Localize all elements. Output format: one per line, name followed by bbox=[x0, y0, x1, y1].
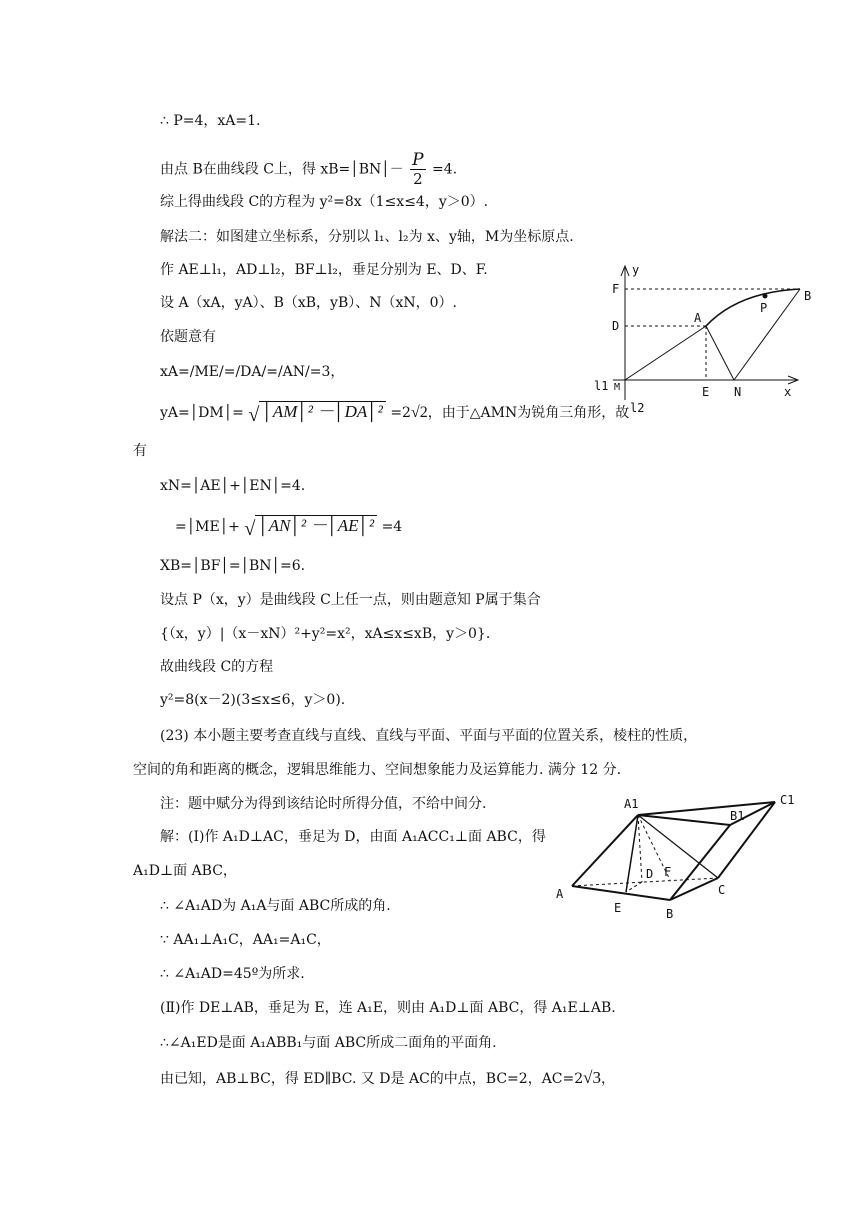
segment-A1D-hidden bbox=[638, 815, 642, 882]
line-2-result: =4. bbox=[432, 161, 458, 178]
label-y: y bbox=[632, 263, 640, 277]
fraction-denominator: 2 bbox=[413, 170, 423, 188]
line-27: ∴∠A₁ED是面 A₁ABB₁与面 ABC所成二面角的平面角. bbox=[160, 1035, 497, 1051]
label-P: P bbox=[760, 301, 768, 315]
line-5: 作 AE⊥l₁，AD⊥l₂，BF⊥l₂，垂足分别为 E、D、F. bbox=[160, 262, 488, 278]
label-B: B bbox=[804, 289, 812, 303]
label-F: F bbox=[612, 282, 620, 296]
curve-C bbox=[706, 289, 800, 326]
label-D: D bbox=[646, 867, 654, 881]
edge-AC-hidden bbox=[572, 878, 718, 886]
edge-C1C bbox=[718, 802, 775, 878]
label-F: F bbox=[664, 865, 672, 879]
label-A: A bbox=[694, 311, 702, 325]
label-B: B bbox=[666, 907, 674, 921]
line-4: 解法二：如图建立坐标系，分别以 l₁、l₂为 x、y轴，M为坐标原点. bbox=[160, 229, 574, 245]
line-20: 注：题中赋分为得到该结论时所得分值，不给中间分. bbox=[160, 796, 487, 812]
sqrt-two: √2 bbox=[410, 404, 428, 421]
fraction-numerator: P bbox=[412, 150, 424, 170]
label-A1: A1 bbox=[624, 797, 639, 811]
segment-DE-hidden bbox=[626, 882, 642, 892]
line-17: y²=8(x－2)(3≤x≤6，y＞0). bbox=[160, 692, 346, 708]
edge-AB bbox=[572, 886, 670, 900]
line-8: xA=/ME/=/DA/=/AN/=3， bbox=[160, 364, 345, 380]
line-12-text: =│ME│+ bbox=[175, 519, 240, 535]
line-24: ∵ AA₁⊥A₁C，AA₁=A₁C， bbox=[160, 932, 331, 948]
line-11: xN=│AE│+│EN│=4. bbox=[160, 478, 306, 494]
line-9-text: yA=│DM│= bbox=[160, 405, 244, 421]
line-28-text: 由已知，AB⊥BC，得 ED∥BC. 又 D是 AC的中点，BC=2，AC=2 bbox=[160, 1071, 584, 1087]
line-2-text: 由点 B在曲线段 C上，得 xB=│BN│－ bbox=[160, 161, 404, 178]
line-22: A₁D⊥面 ABC， bbox=[133, 863, 237, 879]
label-D: D bbox=[612, 319, 620, 333]
line-23: ∴ ∠A₁AD为 A₁A与面 ABC所成的角. bbox=[160, 898, 391, 914]
line-9-eq: =2 bbox=[390, 405, 411, 421]
sqrt-three: √3 bbox=[583, 1068, 601, 1087]
line-21: 解：(Ⅰ)作 A₁D⊥AC，垂足为 D，由面 A₁ACC₁⊥面 ABC，得 bbox=[160, 829, 546, 845]
fraction bbox=[410, 151, 425, 188]
label-E: E bbox=[614, 901, 622, 915]
segment-MA bbox=[625, 326, 706, 380]
line-12 bbox=[175, 516, 402, 539]
line-9-tail: ，由于△AMN为锐角三角形，故 bbox=[427, 405, 630, 421]
line-10: 有 bbox=[133, 443, 147, 459]
line-26: (Ⅱ)作 DE⊥AB，垂足为 E，连 A₁E，则由 A₁D⊥面 ABC，得 A₁E⊥AB. bbox=[160, 1000, 616, 1016]
edge-BC bbox=[670, 878, 718, 900]
label-M: M bbox=[614, 382, 621, 393]
label-l1: l1 bbox=[594, 379, 609, 393]
radicand: │AM│² －│DA│² bbox=[259, 401, 386, 421]
line-6: 设 A（xA，yA）、B（xB，yB）、N（xN，0）. bbox=[160, 295, 458, 311]
label-l2: l2 bbox=[630, 401, 645, 415]
sqrt-sign: √ bbox=[244, 518, 256, 540]
line-2 bbox=[160, 151, 457, 188]
line-9 bbox=[160, 402, 629, 425]
line-12-eq: =4 bbox=[381, 519, 403, 535]
label-x: x bbox=[784, 385, 792, 399]
segment-AN bbox=[706, 326, 734, 380]
line-1: ∴ P=4，xA=1. bbox=[160, 113, 261, 129]
label-N: N bbox=[734, 385, 742, 399]
label-E: E bbox=[702, 385, 710, 399]
line-19: 空间的角和距离的概念，逻辑思维能力、空间想象能力及运算能力. 满分 12 分. bbox=[133, 762, 622, 778]
label-B1: B1 bbox=[730, 809, 745, 823]
line-15: {（x，y）|（x－xN）²+y²=x²，xA≤x≤xB，y＞0}. bbox=[160, 626, 491, 642]
line-16: 故曲线段 C的方程 bbox=[160, 659, 274, 675]
label-A: A bbox=[556, 887, 564, 901]
line-28 bbox=[160, 1068, 615, 1089]
label-C1: C1 bbox=[780, 793, 795, 807]
prism-figure bbox=[550, 790, 800, 930]
line-7: 依题意有 bbox=[160, 329, 216, 345]
point-P bbox=[763, 294, 768, 299]
line-3: 综上得曲线段 C的方程为 y²=8x（1≤x≤4，y＞0）. bbox=[160, 194, 489, 210]
coordinate-figure bbox=[588, 260, 820, 430]
line-25: ∴ ∠A₁AD=45º为所求. bbox=[160, 966, 305, 982]
radicand: │AN│² －│AE│² bbox=[255, 515, 377, 535]
line-18: (23) 本小题主要考查直线与直线、直线与平面、平面与平面的位置关系，棱柱的性质， bbox=[160, 728, 698, 744]
line-13: XB=│BF│=│BN│=6. bbox=[160, 558, 306, 574]
line-14: 设点 P（x，y）是曲线段 C上任一点，则由题意知 P属于集合 bbox=[160, 592, 541, 608]
label-C: C bbox=[718, 883, 726, 897]
line-28-tail: ， bbox=[601, 1071, 615, 1087]
top-face bbox=[638, 802, 775, 825]
sqrt-sign: √ bbox=[248, 404, 260, 426]
